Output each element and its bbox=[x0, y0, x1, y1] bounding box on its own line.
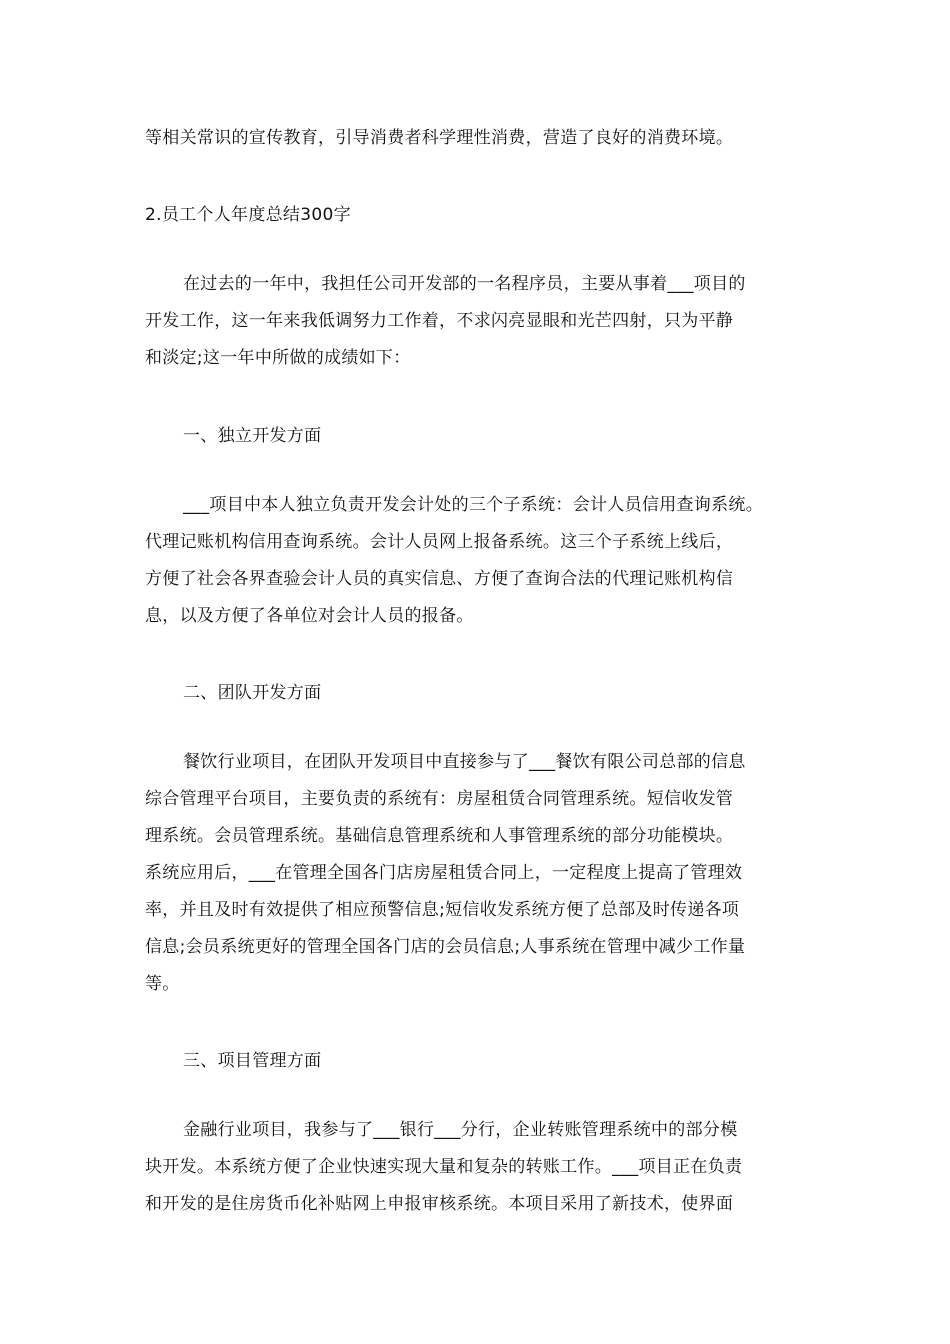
text-line: 代理记账机构信用查询系统。会计人员网上报备系统。这三个子系统上线后， bbox=[145, 532, 734, 552]
text-line: 和开发的是住房货币化补贴网上申报审核系统。本项目采用了新技术，使界面 bbox=[145, 1194, 734, 1214]
text-line: 率，并且及时有效提供了相应预警信息;短信收发系统方便了总部及时传递各项 bbox=[145, 900, 740, 920]
text-line: 开发工作，这一年来我低调努力工作着，不求闪亮显眼和光芒四射，只为平静 bbox=[145, 311, 734, 331]
text-line: 金融行业项目，我参与了___银行___分行，企业转账管理系统中的部分模 bbox=[183, 1120, 738, 1140]
text-line: 综合管理平台项目，主要负责的系统有：房屋租赁合同管理系统。短信收发管 bbox=[145, 789, 734, 809]
text-line: 等。 bbox=[145, 974, 180, 994]
text-line: 块开发。本系统方便了企业快速实现大量和复杂的转账工作。___项目正在负责 bbox=[145, 1157, 743, 1177]
subsection-heading: 二、团队开发方面 bbox=[183, 683, 322, 703]
text-line: 息，以及方便了各单位对会计人员的报备。 bbox=[145, 606, 474, 626]
text-line: 和淡定;这一年中所做的成绩如下： bbox=[145, 348, 411, 368]
text-line: 系统应用后，___在管理全国各门店房屋租赁合同上，一定程度上提高了管理效 bbox=[145, 863, 743, 883]
text-line: 在过去的一年中，我担任公司开发部的一名程序员，主要从事着___项目的 bbox=[183, 274, 746, 294]
subsection-heading: 三、项目管理方面 bbox=[183, 1051, 322, 1071]
text-line: 理系统。会员管理系统。基础信息管理系统和人事管理系统的部分功能模块。 bbox=[145, 826, 734, 846]
text-line: 方便了社会各界查验会计人员的真实信息、方便了查询合法的代理记账机构信 bbox=[145, 569, 734, 589]
text-line: 信息;会员系统更好的管理全国各门店的会员信息;人事系统在管理中减少工作量 bbox=[145, 937, 746, 957]
subsection-heading: 一、独立开发方面 bbox=[183, 426, 322, 446]
text-line: 等相关常识的宣传教育，引导消费者科学理性消费，营造了良好的消费环境。 bbox=[145, 128, 734, 148]
text-line: 餐饮行业项目，在团队开发项目中直接参与了___餐饮有限公司总部的信息 bbox=[183, 752, 746, 772]
section-heading: 2.员工个人年度总结300字 bbox=[145, 205, 351, 225]
text-line: ___项目中本人独立负责开发会计处的三个子系统：会计人员信用查询系统。 bbox=[183, 495, 763, 515]
